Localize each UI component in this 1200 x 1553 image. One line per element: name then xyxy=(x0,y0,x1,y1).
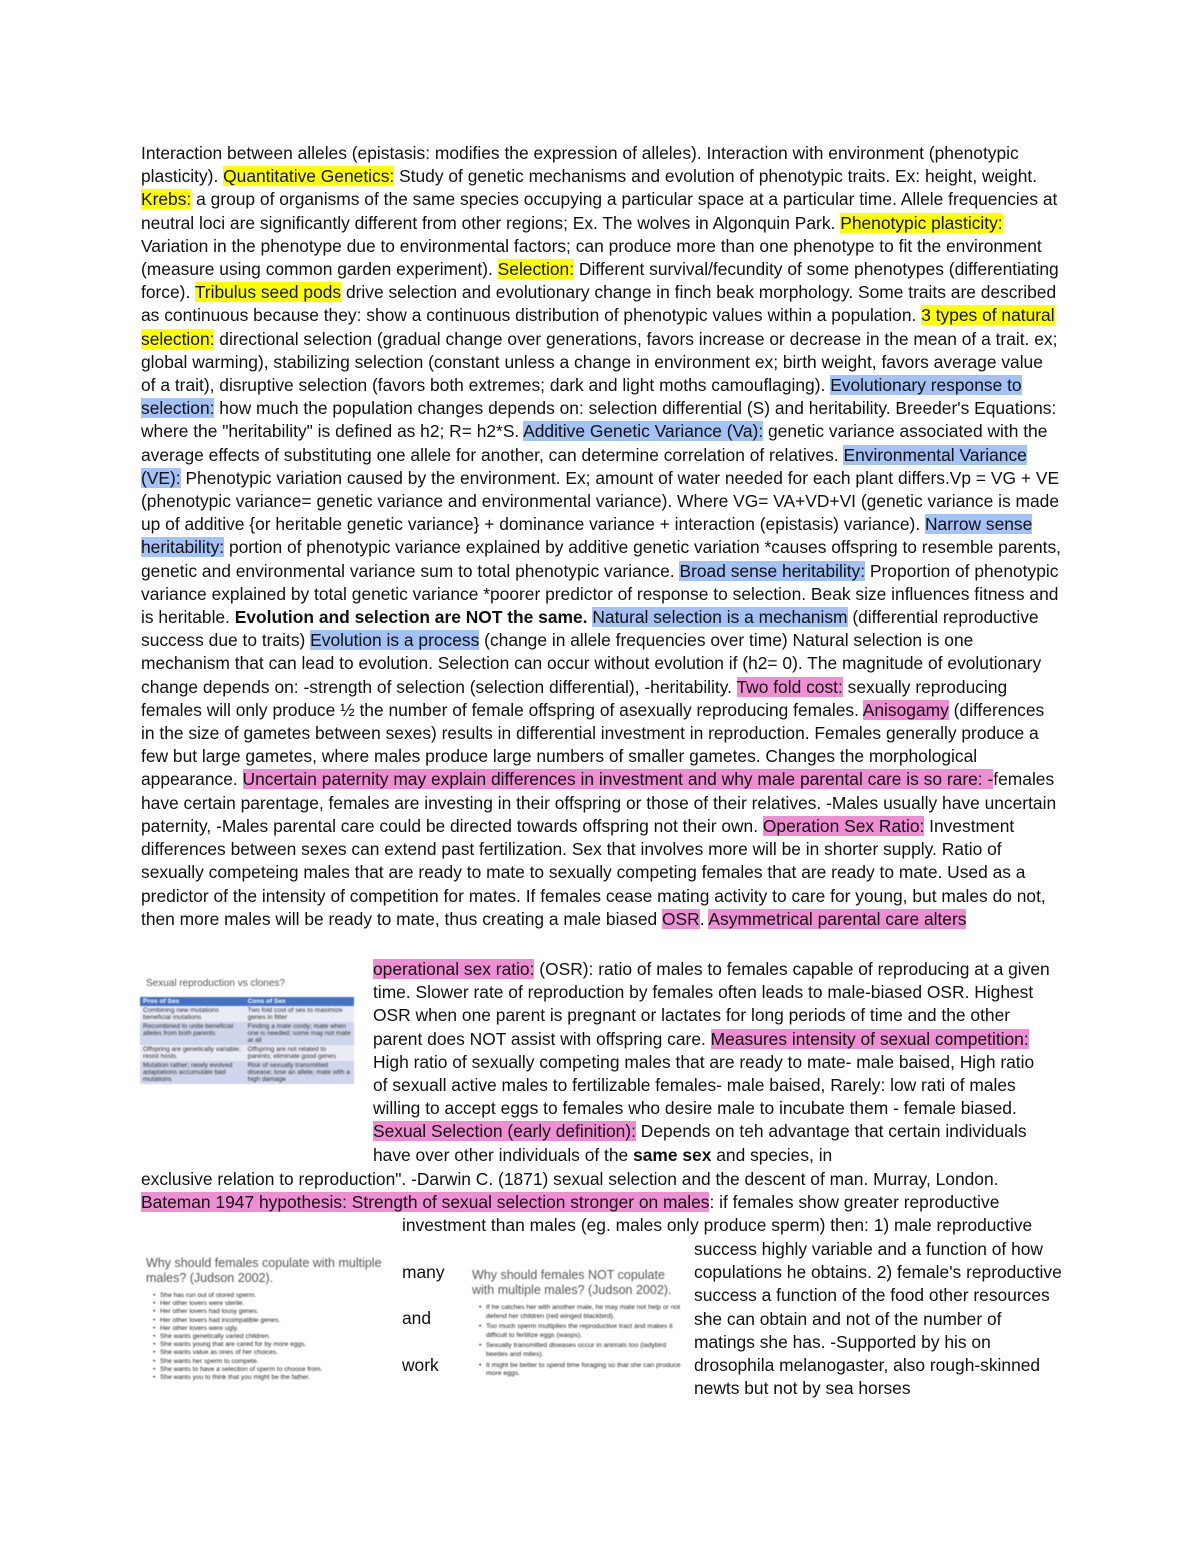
highlight-bateman: Bateman 1947 hypothesis: Strength of sexual selection stronger on males xyxy=(141,1192,710,1213)
table-row xyxy=(140,1006,354,1022)
slide-bullet-list xyxy=(472,1304,682,1379)
pros-cons-table xyxy=(140,997,354,1084)
list-item: • If he catches her with another male, he may mate not help or not defend her children (red winged blackbird). xyxy=(480,1304,682,1321)
table-cell: Risk of sexually transmitted disease; lose an allele; mate with a high damage xyxy=(245,1061,354,1084)
highlight-uncertain-paternity: Uncertain paternity may explain differences in investment and why male parental care is so rare: - xyxy=(242,769,994,790)
side-paragraph: operational sex ratio: (OSR): ratio of males to females capable of reproducing at a given time. Slower rate of reproduction by females often leads to male-biased OSR. Highest OSR when one parent is pregnant or lactates for long periods of time and the other parent does NOT assist with offspring care. Measures intensity of sexual competition: High ratio of sexually competing males that are ready to mate- male baised, High ratio of sexuall active males to fertilizable females- male baised, Rarely: low rati of males willing to accept eggs to females who desire male to incubate them - female biased. Sexual Selection (early definition): Depends on teh advantage that certain individuals have over other individuals of the same sex and species, in xyxy=(373,959,1050,1165)
bold-evolution-selection: Evolution and selection are NOT the same. xyxy=(234,607,588,628)
highlight-sexual-competition: Measures intensity of sexual competition: xyxy=(710,1028,1029,1049)
highlight-anisogamy: Anisogamy xyxy=(862,699,949,720)
highlight-osr: OSR xyxy=(662,908,700,929)
highlight-operation-sex-ratio: Operation Sex Ratio: xyxy=(762,815,925,836)
table-cell: Two fold cost of sex to maximize genes in fitter xyxy=(245,1006,354,1022)
highlight-broad-sense: Broad sense heritability: xyxy=(679,560,866,581)
word-many: many xyxy=(402,1262,445,1282)
highlight-additive-variance: Additive Genetic Variance (Va): xyxy=(523,421,764,442)
list-item: • She wants value as ones of her choices. xyxy=(154,1349,386,1357)
highlight-asymmetrical-care: Asymmetrical parental care alters xyxy=(708,908,967,929)
list-item: • Sexually transmitted diseases occur in animals too (ladybird beetles and mites). xyxy=(480,1342,682,1359)
table-cell: Recombined to unite beneficial alleles from both parents xyxy=(140,1022,245,1045)
table-row xyxy=(140,1022,354,1045)
sex-vs-clones-table-image xyxy=(140,972,356,1134)
highlight-natural-selection-mechanism: Natural selection is a mechanism xyxy=(592,607,848,628)
highlight-two-fold-cost: Two fold cost: xyxy=(736,676,843,697)
table-cell: Combining new mutations beneficial mutations xyxy=(140,1006,245,1022)
list-item: • Too much sperm multiplies the reproductive tract and makes it difficult to fertilize eggs (wasps). xyxy=(480,1323,682,1340)
list-item: • She wants her sperm to compete. xyxy=(154,1358,386,1366)
table-row xyxy=(140,1045,354,1061)
highlight-tribulus: Tribulus seed pods xyxy=(194,282,342,303)
highlight-phenotypic-plasticity: Phenotypic plasticity: xyxy=(840,212,1003,233)
list-item: • She wants young that are cared for by more eggs. xyxy=(154,1341,386,1349)
list-item: • Her other lovers had incompatible genes. xyxy=(154,1317,386,1325)
list-item: • Her other lovers were sterile. xyxy=(154,1300,386,1308)
highlight-quantitative-genetics: Quantitative Genetics: xyxy=(223,166,395,187)
highlight-operational-sex-ratio: operational sex ratio: xyxy=(373,959,535,979)
table-cell: Mutation rather; newly evolved adaptations accumulate bad mutations xyxy=(140,1061,245,1084)
table-cell: Offspring are not related to parents; eliminate good genes xyxy=(245,1045,354,1061)
highlight-krebs: Krebs: xyxy=(141,189,192,210)
slide-title: Why should females NOT copulate with multiple males? (Judson 2002). xyxy=(472,1268,672,1297)
bold-same-sex: same sex xyxy=(633,1144,712,1165)
table-cell: Offspring are genetically variable; resist hosts xyxy=(140,1045,245,1061)
list-item: • Her other lovers had lousy genes. xyxy=(154,1308,386,1316)
table-title: Sexual reproduction vs clones? xyxy=(146,978,285,989)
table-cell: Finding a mate costly; mate when one is needed; some may not mate at all xyxy=(245,1022,354,1045)
highlight-natural-selection-types: 3 types of natural selection: xyxy=(141,305,1055,349)
highlight-evolutionary-response: Evolutionary response to selection: xyxy=(141,375,1022,419)
highlight-environmental-variance: Environmental Variance (VE): xyxy=(141,444,1027,488)
slide-title: Why should females copulate with multiple males? (Judson 2002). xyxy=(146,1256,382,1285)
bateman-column: success highly variable and a function of how copulations he obtains. 2) female's reproductive success a function of the food other resources she can obtain and not of the number of matings she has. -Supported by his on drosophila melanogaster, also rough-skinned newts but not by sea horses xyxy=(694,1239,1062,1399)
table-row xyxy=(140,1061,354,1084)
highlight-selection: Selection: xyxy=(497,259,575,280)
investment-line: investment than males (eg. males only produce sperm) then: 1) male reproductive xyxy=(402,1215,1033,1235)
list-item: • She wants to have a selection of sperm to choose from. xyxy=(154,1366,386,1374)
table-header-cons: Cons of Sex xyxy=(245,997,354,1006)
word-work: work xyxy=(402,1355,439,1375)
list-item: • It might be better to spend time foraging so that she can produce more eggs. xyxy=(480,1362,682,1379)
list-item: • Her other lovers were ugly. xyxy=(154,1325,386,1333)
list-item: • She wants genetically varied children. xyxy=(154,1333,386,1341)
word-and: and xyxy=(402,1308,432,1328)
darwin-paragraph: exclusive relation to reproduction". -Darwin C. (1871) sexual selection and the descent of man. Murray, London. Bateman 1947 hypothesis: Strength of sexual selection stronger on males: if females show greater reproductive xyxy=(141,1169,1000,1213)
list-item: • She has run out of stored sperm. xyxy=(154,1292,386,1300)
highlight-narrow-sense: Narrow sense heritability: xyxy=(141,514,1033,558)
slide-why-not-copulate-image xyxy=(472,1268,682,1381)
highlight-evolution-process: Evolution is a process xyxy=(310,630,480,651)
table-header-pros: Pros of Sex xyxy=(140,997,245,1006)
list-item: • She wants you to think that you might be the father. xyxy=(154,1374,386,1382)
slide-why-copulate-image xyxy=(146,1256,386,1382)
slide-bullet-list xyxy=(146,1292,386,1382)
main-paragraph: Interaction between alleles (epistasis: modifies the expression of alleles). Interaction with environment (phenotypic plasticity). Quantitative Genetics: Study of genetic mechanisms and evolution of phenotypic traits. Ex: height, weight. Krebs: a group of organisms of the same species occupying a particular space at a particular time. Allele frequencies at neutral loci are significantly different from other regions; Ex. The wolves in Algonquin Park. Phenotypic plasticity: Variation in the phenotype due to environmental factors; can produce more than one phenotype to fit the environment (measure using common garden experiment). Selection: Different survival/fecundity of some phenotypes (differentiating force). Tribulus seed pods drive selection and evolutionary change in finch beak morphology. Some traits are described as continuous because they: show a continuous distribution of phenotypic values within a population. 3 types of natural selection: directional selection (gradual change over generations, favors increase or decrease in the mean of a trait. ex; global warming), stabilizing selection (constant unless a change in environment ex; birth weight, favors average value of a trait), disruptive selection (favors both extremes; dark and light moths camouflaging). Evolutionary response to selection: how much the population changes depends on: selection differential (S) and heritability. Breeder's Equations: where the "heritability" is defined as h2; R= h2*S. Additive Genetic Variance (Va): genetic variance associated with the average effects of substituting one allele for another, can determine correlation of relatives. Environmental Variance (VE): Phenotypic variation caused by the environment. Ex; amount of water needed for each plant differs.Vp = VG + VE (phenotypic variance= genetic variance and environmental variance). Where VG= VA+VD+VI (genetic variance is made up of additive {or heritable genetic variance} + dominance variance + interaction (epistasis) variance). Narrow sense heritability: portion of phenotypic variance explained by additive genetic variation *causes offspring to resemble parents, genetic and environmental variance sum to total phenotypic variance. Broad sense heritability: Proportion of phenotypic variance explained by total genetic variance *poorer predictor of response to selection. Beak size influences fitness and is heritable. Evolution and selection are NOT the same. Natural selection is a mechanism (differential reproductive success due to traits) Evolution is a process (change in allele frequencies over time) Natural selection is one mechanism that can lead to evolution. Selection can occur without evolution if (h2= 0). The magnitude of evolutionary change depends on: -strength of selection (selection differential), -heritability. Two fold cost: sexually reproducing females will only produce ½ the number of female offspring of asexually reproducing females. Anisogamy (differences in the size of gametes between sexes) results in differential investment in reproduction. Females generally produce a few but large gametes, where males produce large numbers of smaller gametes. Changes the morphological appearance. Uncertain paternity may explain differences in investment and why male parental care is so rare: -females have certain parentage, females are investing in their offspring or those of their relatives. -Males usually have uncertain paternity, -Males parental care could be directed towards offspring not their own. Operation Sex Ratio: Investment differences between sexes can extend past fertilization. Sex that involves more will be in shorter supply. Ratio of sexually competeing males that are ready to mate to sexually competing females that are ready to mate. Used as a predictor of the intensity of competition for mates. If females cease mating activity to care for young, but males do not, then more males will be ready to mate, thus creating a male biased OSR. Asymmetrical parental care alters xyxy=(141,143,1061,929)
highlight-sexual-selection: Sexual Selection (early definition): xyxy=(373,1121,636,1142)
